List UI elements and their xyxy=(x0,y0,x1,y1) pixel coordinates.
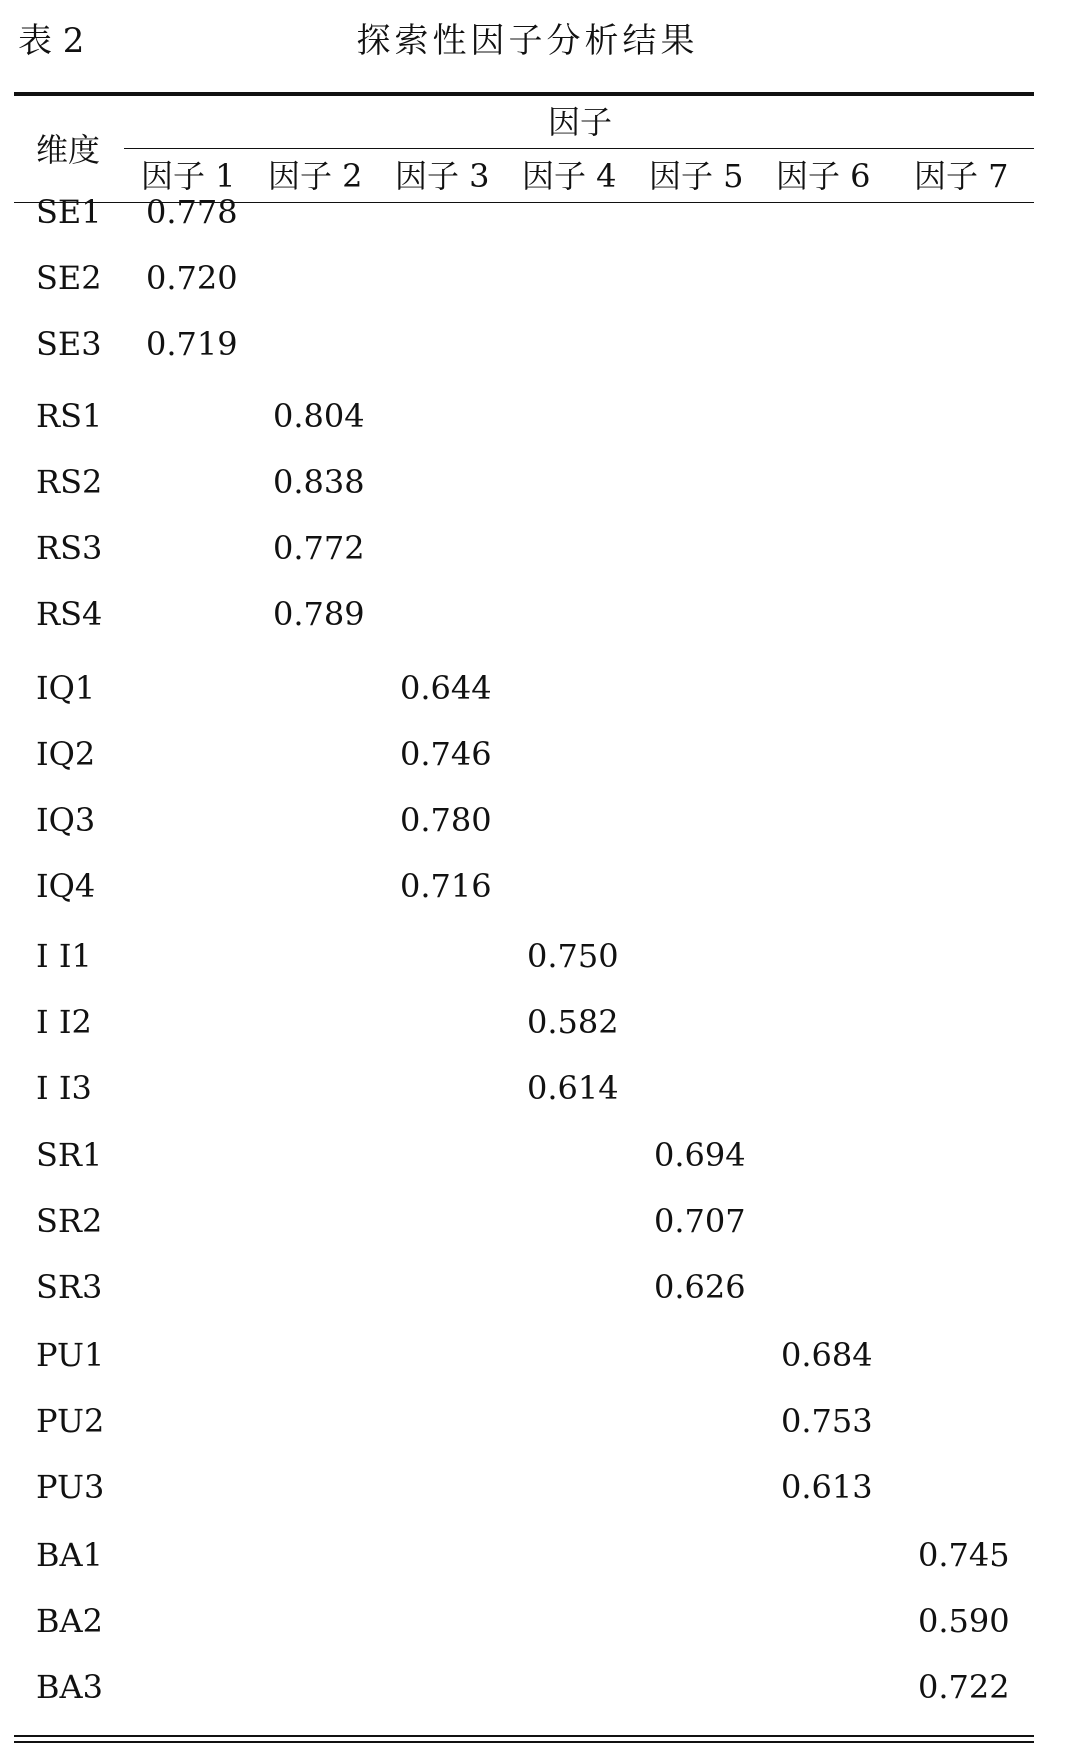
loading-value-factor-4: 0.614 xyxy=(527,1069,619,1107)
factor-group-header: 因子 xyxy=(547,103,612,141)
loading-value-factor-7: 0.590 xyxy=(918,1602,1010,1640)
row-label: I I1 xyxy=(36,937,92,975)
table-title: 探索性因子分析结果 xyxy=(356,21,699,61)
row-label: SR3 xyxy=(36,1268,103,1306)
row-label: RS1 xyxy=(36,397,103,435)
loading-value-factor-1: 0.778 xyxy=(146,193,238,231)
row-label: I I3 xyxy=(36,1069,92,1107)
column-header-factor-5: 因子 5 xyxy=(649,157,744,195)
column-header-factor-3: 因子 3 xyxy=(395,157,490,195)
row-label: SR2 xyxy=(36,1202,103,1240)
loading-value-factor-5: 0.694 xyxy=(654,1136,746,1174)
loading-value-factor-3: 0.644 xyxy=(400,669,492,707)
column-header-factor-1: 因子 1 xyxy=(141,157,236,195)
row-label: RS3 xyxy=(36,529,103,567)
loading-value-factor-2: 0.838 xyxy=(273,463,365,501)
row-label: SR1 xyxy=(36,1136,103,1174)
row-label: I I2 xyxy=(36,1003,92,1041)
group-header-rule xyxy=(124,148,1034,149)
row-label: RS4 xyxy=(36,595,103,633)
bottom-rule-second xyxy=(14,1741,1034,1743)
row-label: SE2 xyxy=(36,259,102,297)
table-number: 表 2 xyxy=(18,21,85,61)
loading-value-factor-3: 0.746 xyxy=(400,735,492,773)
loading-value-factor-2: 0.772 xyxy=(273,529,365,567)
row-label: SE1 xyxy=(36,193,102,231)
row-label: BA2 xyxy=(36,1602,103,1640)
column-header-factor-6: 因子 6 xyxy=(776,157,871,195)
loading-value-factor-4: 0.750 xyxy=(527,937,619,975)
loading-value-factor-2: 0.789 xyxy=(273,595,365,633)
loading-value-factor-3: 0.716 xyxy=(400,867,492,905)
loading-value-factor-4: 0.582 xyxy=(527,1003,619,1041)
loading-value-factor-5: 0.626 xyxy=(654,1268,746,1306)
row-label: BA1 xyxy=(36,1536,103,1574)
row-label: RS2 xyxy=(36,463,103,501)
loading-value-factor-5: 0.707 xyxy=(654,1202,746,1240)
row-label: SE3 xyxy=(36,325,102,363)
loading-value-factor-6: 0.613 xyxy=(781,1468,873,1506)
loading-value-factor-7: 0.722 xyxy=(918,1668,1010,1706)
dimension-header: 维度 xyxy=(36,131,101,169)
top-rule xyxy=(14,92,1034,96)
column-header-factor-7: 因子 7 xyxy=(914,157,1009,195)
loading-value-factor-1: 0.719 xyxy=(146,325,238,363)
row-label: PU1 xyxy=(36,1336,105,1374)
row-label: IQ1 xyxy=(36,669,96,707)
row-label: IQ2 xyxy=(36,735,96,773)
loading-value-factor-1: 0.720 xyxy=(146,259,238,297)
row-label: PU2 xyxy=(36,1402,105,1440)
row-label: IQ3 xyxy=(36,801,96,839)
loading-value-factor-6: 0.753 xyxy=(781,1402,873,1440)
bottom-rule xyxy=(14,1735,1034,1737)
row-label: PU3 xyxy=(36,1468,105,1506)
row-label: IQ4 xyxy=(36,867,96,905)
loading-value-factor-7: 0.745 xyxy=(918,1536,1010,1574)
row-label: BA3 xyxy=(36,1668,103,1706)
loading-value-factor-6: 0.684 xyxy=(781,1336,873,1374)
column-header-factor-4: 因子 4 xyxy=(522,157,617,195)
column-header-factor-2: 因子 2 xyxy=(268,157,363,195)
loading-value-factor-2: 0.804 xyxy=(273,397,365,435)
loading-value-factor-3: 0.780 xyxy=(400,801,492,839)
